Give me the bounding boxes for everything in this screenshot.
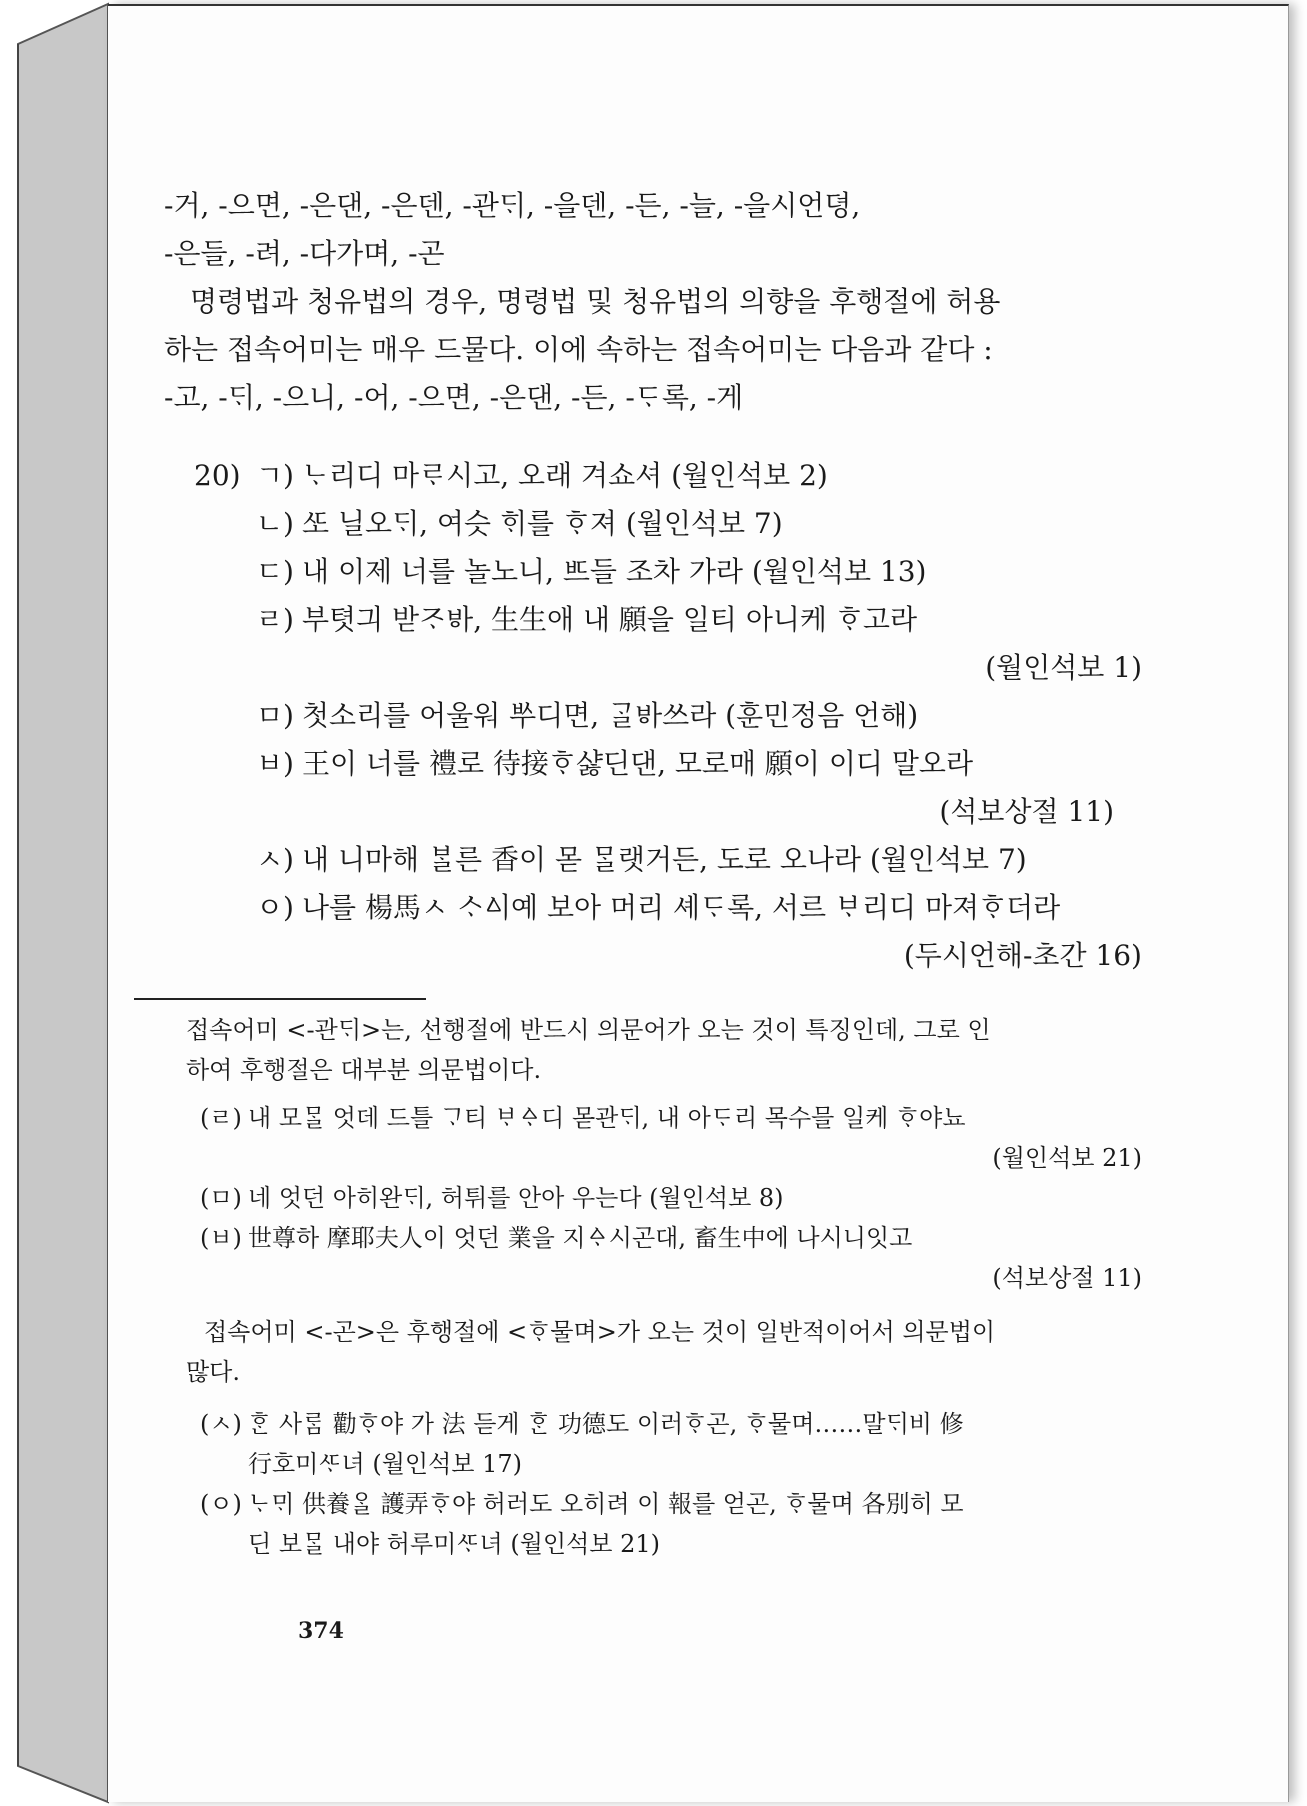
example-source: (두시언해-초간 16) [903, 939, 1142, 972]
paragraph-line: 명령법과 청유법의 경우, 명령법 및 청유법의 의향을 후행절에 허용 [190, 285, 1001, 318]
example-mark: ㄷ) [256, 555, 294, 588]
footnote-line: 접속어미 <-관ᄃᆡ>는, 선행절에 반드시 의문어가 오는 것이 특징인데, 그로 인 [186, 1016, 991, 1044]
footnote-line: 많다. [186, 1358, 240, 1386]
paragraph-line: -고, -ᄃᆡ, -으니, -어, -으면, -은댄, -든, -ᄃᆞ록, -게 [164, 381, 744, 414]
footnote-example [200, 1098, 1170, 1138]
footnote-example [200, 1484, 1170, 1524]
example-text: 내 이제 너를 놀노니, ᄠᅳ들 조차 가라 (월인석보 13) [302, 555, 927, 588]
example-source: (석보상절 11) [939, 795, 1114, 828]
footnote-example-mark: (ㅅ) [200, 1410, 242, 1438]
example-block-20 [194, 452, 1170, 980]
example-item [194, 500, 1170, 548]
footnote-example-mark: (ㅁ) [200, 1184, 242, 1212]
footnote-example-continuation: 行호미ᄯᆞ녀 (월인석보 17) [248, 1450, 522, 1478]
footnote-example [200, 1178, 1170, 1218]
example-mark: ㅇ) [256, 891, 294, 924]
example-item [194, 692, 1170, 740]
footnote-example-text: 내 모ᄆᆞᆯ 엇데 드틀 ᄀᆞ티 ᄇᆞᅀᆞ디 몯관ᄃᆡ, 내 아ᄃᆞ리 목수믈 일케 ᄒᆞ야뇨 [248, 1104, 966, 1132]
example-source: (월인석보 1) [985, 651, 1142, 684]
example-mark: ㅁ) [256, 699, 294, 732]
example-mark: ㄹ) [256, 603, 294, 636]
example-text: 내 니마해 ᄇᆞᆯ른 香이 몯 ᄆᆞᆯ랫거든, 도로 오나라 (월인석보 7) [302, 843, 1027, 876]
footnote-example-source: (월인석보 21) [992, 1144, 1142, 1172]
footnote-example-continuation: 딘 보ᄆᆞᆯ 내야 허루미ᄯᆞ녀 (월인석보 21) [248, 1530, 660, 1558]
paragraph-line: 하는 접속어미는 매우 드물다. 이에 속하는 접속어미는 다음과 같다 : [164, 333, 993, 366]
text-line: -거, -으면, -은댄, -은덴, -관ᄃᆡ, -을덴, -든, -늘, -을시언뎡, [164, 189, 861, 222]
text-line: -은들, -려, -다가며, -곤 [164, 237, 445, 270]
footnote [164, 1010, 1170, 1564]
example-text: 나를 楊馬ㅅ ᄉᆞᅀᅵ예 보아 머리 셰ᄃᆞ록, 서르 ᄇᆞ리디 마져ᄒᆞ더라 [302, 891, 1061, 924]
example-text: 王이 너를 禮로 待接ᄒᆞ샳딘댄, 모로매 願이 이디 말오라 [302, 747, 974, 780]
footnote-example-text: 네 엇던 아히완ᄃᆡ, 허튀를 안아 우는다 (월인석보 8) [248, 1184, 784, 1212]
footnote-line: 접속어미 <-곤>은 후행절에 <ᄒᆞ물며>가 오는 것이 일반적이어서 의문법이 [204, 1318, 996, 1346]
footnote-example [200, 1218, 1170, 1258]
footnote-example-mark: (ㅂ) [200, 1224, 242, 1252]
footnote-example-mark: (ㅇ) [200, 1490, 242, 1518]
example-item [194, 884, 1170, 932]
footnote-example-text: 世尊하 摩耶夫人이 엇던 業을 지ᅀᆞ시곤대, 畜生中에 나시니잇고 [248, 1224, 913, 1252]
footnote-line: 하여 후행절은 대부분 의문법이다. [186, 1056, 542, 1084]
example-item [194, 596, 1170, 644]
example-item [194, 836, 1170, 884]
footnote-example-text: ᄒᆞᆫ 사ᄅᆞᆷ 勸ᄒᆞ야 가 法 듣게 ᄒᆞᆫ 功德도 이러ᄒᆞ곤, ᄒᆞ물며……말ᄃᆡ비 修 [248, 1410, 964, 1438]
example-item [194, 740, 1170, 788]
footnote-example-text: ᄂᆞᄆᆡ 供養ᄋᆞᆯ 護弄ᄒᆞ야 허러도 오히려 이 報를 얻곤, ᄒᆞ물며 各別히 모 [248, 1490, 964, 1518]
footnote-example [200, 1404, 1170, 1444]
footnote-example-source: (석보상절 11) [992, 1264, 1142, 1292]
example-text: 부텻긔 받ᄌᆞᄫᅡ, 生生애 내 願을 일티 아니케 ᄒᆞ고라 [302, 603, 918, 636]
example-mark: ㅅ) [256, 843, 294, 876]
example-item [194, 548, 1170, 596]
example-text: ᄂᆞ리디 마ᄅᆞ시고, 오래 겨쇼셔 (월인석보 2) [302, 459, 828, 492]
page-number: 374 [298, 1618, 344, 1644]
example-number: 20) [194, 459, 241, 492]
footnote-divider [134, 998, 426, 1000]
example-text: ᄯᅩ 닐오ᄃᆡ, 여슷 ᄒᆡ를 ᄒᆞ져 (월인석보 7) [302, 507, 783, 540]
example-text: 첫소리를 어울워 ᄡᅮ디면, ᄀᆞᆯᄫᅡ쓰라 (훈민정음 언해) [302, 699, 919, 732]
example-mark: ㄴ) [256, 507, 294, 540]
page-content [164, 182, 1170, 1564]
example-item [194, 452, 1170, 500]
example-mark: ㅂ) [256, 747, 294, 780]
footnote-example-mark: (ㄹ) [200, 1104, 242, 1132]
example-mark: ㄱ) [256, 459, 294, 492]
